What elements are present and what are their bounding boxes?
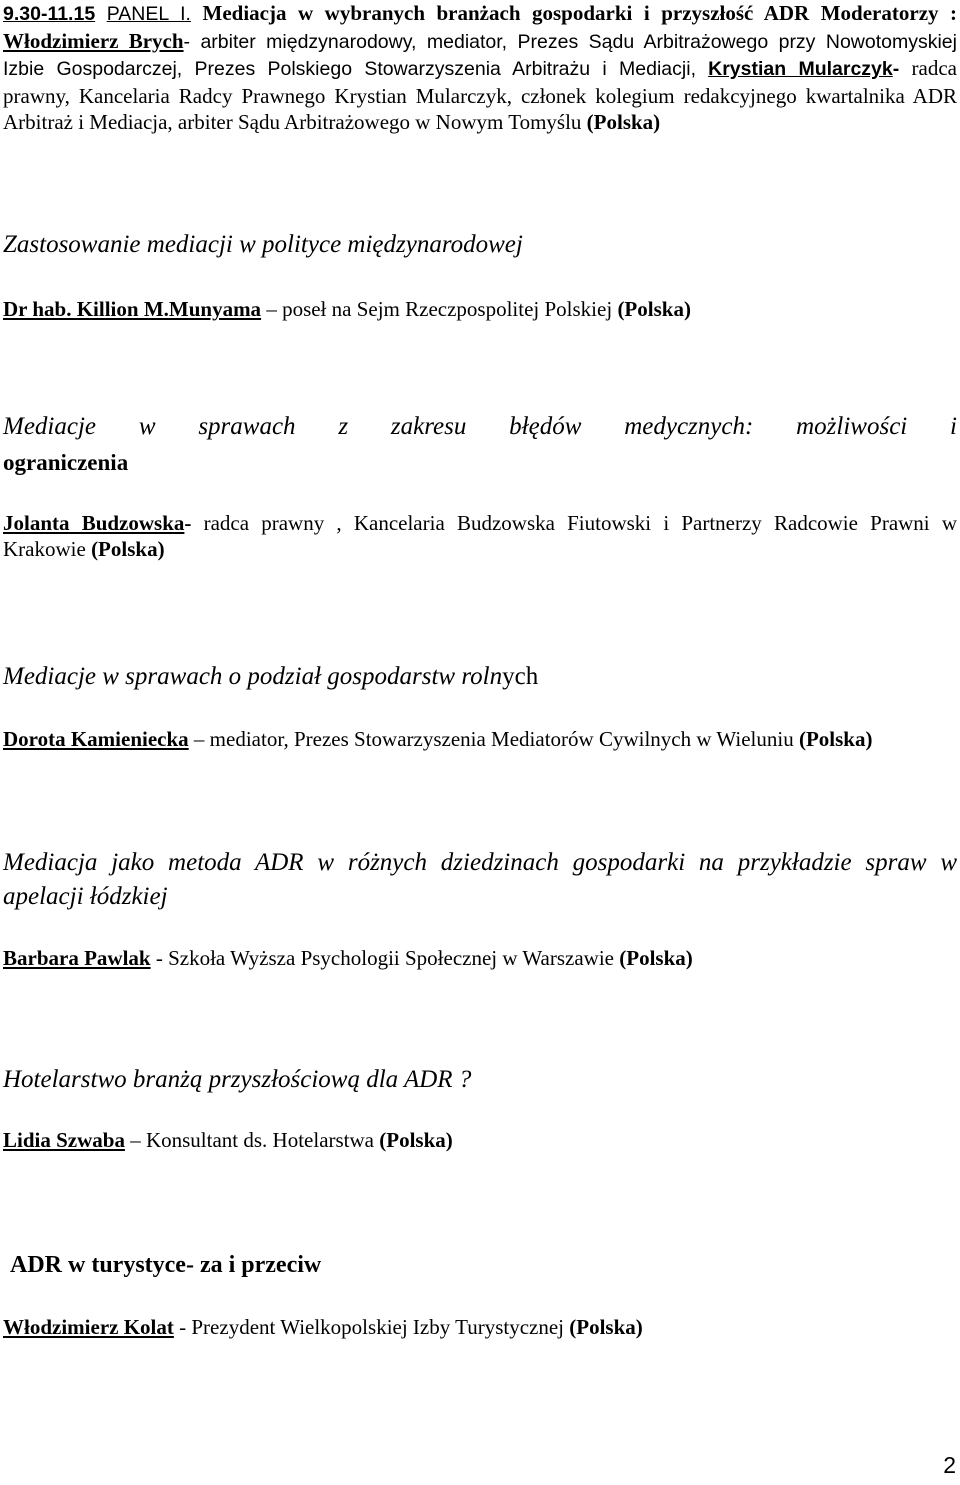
talk-6-speaker-line: Włodzimierz Kolat - Prezydent Wielkopolskiej Izby Turystycznej (Polska) xyxy=(3,1315,643,1339)
moderators-label: Moderatorzy : xyxy=(820,1,958,25)
talk-5-title: Hotelarstwo branżą przyszłościową dla ADR ? xyxy=(3,1066,472,1093)
session-time: 9.30-11.15 xyxy=(3,3,96,25)
talk-1-desc: poseł na Sejm Rzeczpospolitej Polskiej xyxy=(282,297,613,321)
talk-2-speaker: Jolanta Budzowska xyxy=(3,511,185,535)
panel-label: PANEL I. xyxy=(106,3,191,25)
page-number: 2 xyxy=(943,1452,956,1478)
talk-2-country: (Polska) xyxy=(91,537,165,561)
talk-1-speaker-line: Dr hab. Killion M.Munyama – poseł na Sejm Rzeczpospolitej Polskiej (Polska) xyxy=(3,297,691,321)
talk-4-title: Mediacja jako metoda ADR w różnych dziedzinach gospodarki na przykładzie spraw w apelacji łódzkiej xyxy=(3,849,957,910)
panel-title: Mediacja w wybranych branżach gospodarki i przyszłość ADR xyxy=(202,1,810,25)
moderator-1-desc: - arbiter międzynarodowy, mediator, Prezes Sądu Arbitrażowego przy Nowotomyskiej Izbie Gospodarczej, Prezes Polskiego Stowarzyszenia Arbitrażu i Mediacji, xyxy=(3,30,957,80)
talk-6-desc: Prezydent Wielkopolskiej Izby Turystycznej xyxy=(191,1315,565,1339)
talk-2-speaker-line: Jolanta Budzowska- radca prawny , Kancelaria Budzowska Fiutowski i Partnerzy Radcowie Prawni w Krakowie (Polska) xyxy=(3,511,957,561)
talk-5-speaker-line: Lidia Szwaba – Konsultant ds. Hotelarstwa (Polska) xyxy=(3,1128,453,1152)
talk-4-desc: Szkoła Wyższa Psychologii Społecznej w Warszawie xyxy=(168,946,614,970)
talk-5-country: (Polska) xyxy=(379,1128,453,1152)
talk-1-title: Zastosowanie mediacji w polityce międzynarodowej xyxy=(3,231,523,258)
talk-3-desc: mediator, Prezes Stowarzyszenia Mediatorów Cywilnych w Wieluniu xyxy=(209,727,794,751)
talk-1-country: (Polska) xyxy=(617,297,691,321)
talk-1-speaker: Dr hab. Killion M.Munyama xyxy=(3,297,262,321)
talk-6-country: (Polska) xyxy=(569,1315,643,1339)
moderator-2-name: Krystian Mularczyk xyxy=(708,58,893,80)
talk-3-title: Mediacje w sprawach o podział gospodarstw rolnych xyxy=(3,663,539,690)
talk-6-speaker: Włodzimierz Kolat xyxy=(3,1315,174,1339)
moderator-1-name: Włodzimierz Brych xyxy=(3,28,184,53)
talk-3-country: (Polska) xyxy=(798,727,873,751)
talk-5-desc: Konsultant ds. Hotelarstwa xyxy=(145,1128,374,1152)
panel-header: 9.30-11.15 PANEL I. Mediacja w wybranych branżach gospodarki i przyszłość ADR Moderatorzy : Włodzimierz Brych- arbiter międzynarodowy, mediator, Prezes Sądu Arbitrażowego przy Nowotomyskiej Izbie Gospodarczej, Prezes Polskiego Stowarzyszenia Arbitrażu i Mediacji, Krystian Mularczyk- radca prawny, Kancelaria Radcy Prawnego Krystian Mularczyk, członek kolegium redakcyjnego kwartalnika ADR Arbitraż i Mediacja, arbiter Sądu Arbitrażowego w Nowym Tomyślu (Polska) xyxy=(3,1,958,134)
talk-6-title: ADR w turystyce- za i przeciw xyxy=(10,1252,322,1278)
talk-4-speaker-line: Barbara Pawlak - Szkoła Wyższa Psychologii Społecznej w Warszawie (Polska) xyxy=(3,946,693,970)
talk-2-desc: radca prawny , Kancelaria Budzowska Fiutowski i Partnerzy Radcowie Prawni w Krakowie xyxy=(3,511,957,561)
talk-3-speaker-line: Dorota Kamieniecka – mediator, Prezes Stowarzyszenia Mediatorów Cywilnych w Wieluniu (Polska) xyxy=(3,727,873,751)
moderator-2-desc: radca prawny, Kancelaria Radcy Prawnego Krystian Mularczyk, członek kolegium redakcyjnego kwartalnika ADR Arbitraż i Mediacja, arbiter Sądu Arbitrażowego w Nowym Tomyślu xyxy=(3,56,958,134)
talk-4-country: (Polska) xyxy=(619,946,693,970)
moderator-2-country: (Polska) xyxy=(586,110,661,134)
talk-4-speaker: Barbara Pawlak xyxy=(3,946,151,970)
talk-3-speaker: Dorota Kamieniecka xyxy=(3,727,189,751)
talk-2-title-cont: ograniczenia xyxy=(3,450,129,475)
talk-5-speaker: Lidia Szwaba xyxy=(3,1128,125,1152)
talk-2-title: Mediacje w sprawach z zakresu błędów medycznych: możliwości i xyxy=(3,413,957,440)
